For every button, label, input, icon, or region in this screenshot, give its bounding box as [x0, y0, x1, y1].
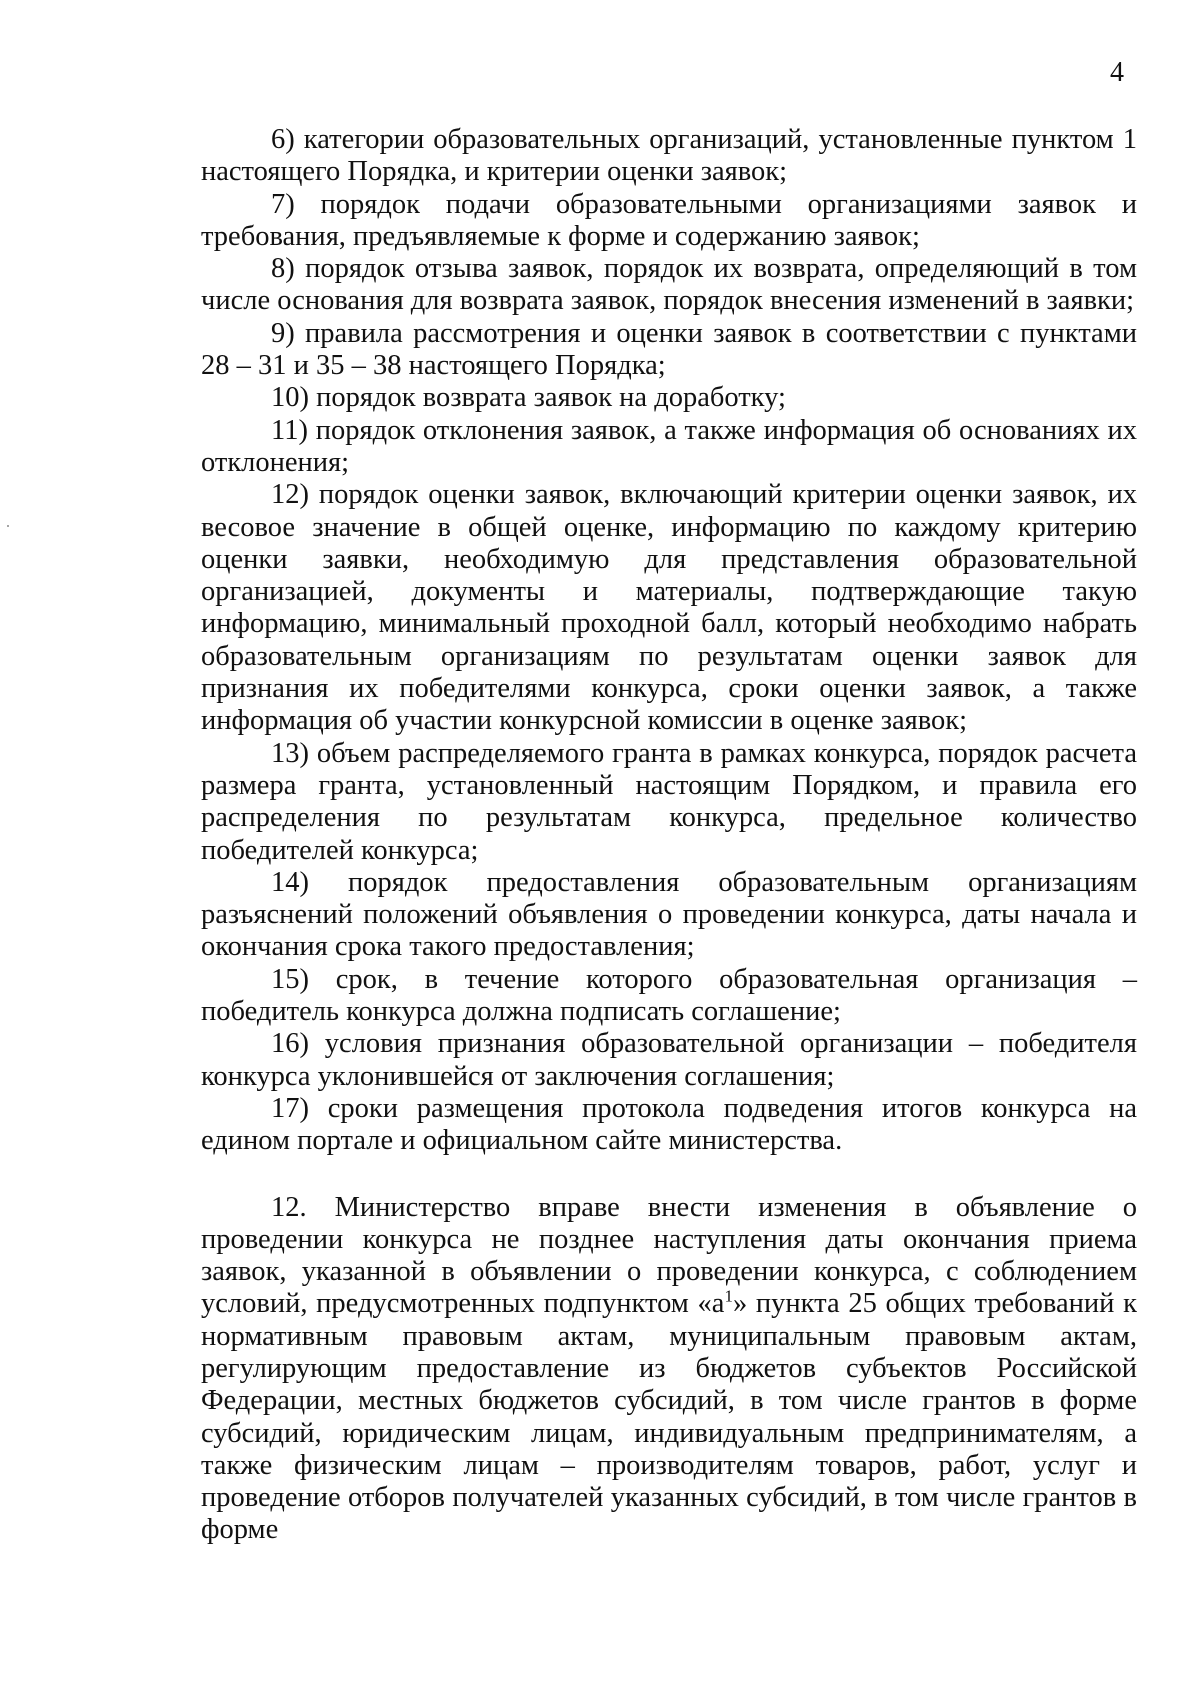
list-item-11: 11) порядок отклонения заявок, а также информация об основаниях их отклонения; [201, 414, 1137, 478]
list-item-12: 12) порядок оценки заявок, включающий критерии оценки заявок, их весовое значение в общей оценке, информацию по каждому критерию оценки заявки, необходимую для представления образовательной организацией, документы и материалы, подтверждающие такую информацию, минимальный проходной балл, который необходимо набрать образовательным организациям по результатам оценки заявок для признания их победителями конкурса, сроки оценки заявок, а также информация об участии конкурсной комиссии в оценке заявок; [201, 479, 1137, 737]
scan-artifact [7, 525, 9, 527]
section-12-text-end: » пункта 25 общих требований к нормативным правовым актам, муниципальным правовым актам, регулирующим предоставление из бюджетов субъектов Российской Федерации, местных бюджетов субсидий, в том числе грантов в форме субсидий, юридическим лицам, индивидуальным предпринимателям, а также физическим лицам – производителям товаров, работ, услуг и проведение отборов получателей указанных субсидий, в том числе грантов в форме [201, 1288, 1137, 1546]
list-item-14: 14) порядок предоставления образовательным организациям разъяснений положений объявления о проведении конкурса, даты начала и окончания срока такого предоставления; [201, 866, 1137, 963]
list-item-7: 7) порядок подачи образовательными организациями заявок и требования, предъявляемые к форме и содержанию заявок; [201, 188, 1137, 252]
page-number: 4 [1110, 57, 1124, 88]
list-item-16: 16) условия признания образовательной организации – победителя конкурса уклонившейся от заключения соглашения; [201, 1028, 1137, 1092]
list-item-13: 13) объем распределяемого гранта в рамках конкурса, порядок расчета размера гранта, установленный настоящим Порядком, и правила его распределения по результатам конкурса, предельное количество победителей конкурса; [201, 737, 1137, 866]
list-item-8: 8) порядок отзыва заявок, порядок их возврата, определяющий в том числе основания для возврата заявок, порядок внесения изменений в заявки; [201, 253, 1137, 317]
list-item-15: 15) срок, в течение которого образовательная организация – победитель конкурса должна подписать соглашение; [201, 963, 1137, 1028]
list-item-6: 6) категории образовательных организаций, установленные пунктом 1 настоящего Порядка, и критерии оценки заявок; [201, 124, 1137, 188]
section-12-superscript: 1 [724, 1286, 733, 1306]
section-12-paragraph [201, 1192, 1137, 1547]
list-item-10: 10) порядок возврата заявок на доработку; [271, 382, 786, 414]
section-12-text-start: 12. Министерство вправе внести изменения в объявление о проведении конкурса не позднее наступления даты окончания приема заявок, указанной в объявлении о проведении конкурса, с соблюдением условий, предусмотренных подпунктом «а [201, 1191, 1137, 1320]
list-item-9: 9) правила рассмотрения и оценки заявок в соответствии с пунктами 28 – 31 и 35 – 38 настоящего Порядка; [201, 317, 1137, 382]
list-item-17: 17) сроки размещения протокола подведения итогов конкурса на едином портале и официальном сайте министерства. [201, 1092, 1137, 1157]
document-body [201, 124, 1137, 1547]
